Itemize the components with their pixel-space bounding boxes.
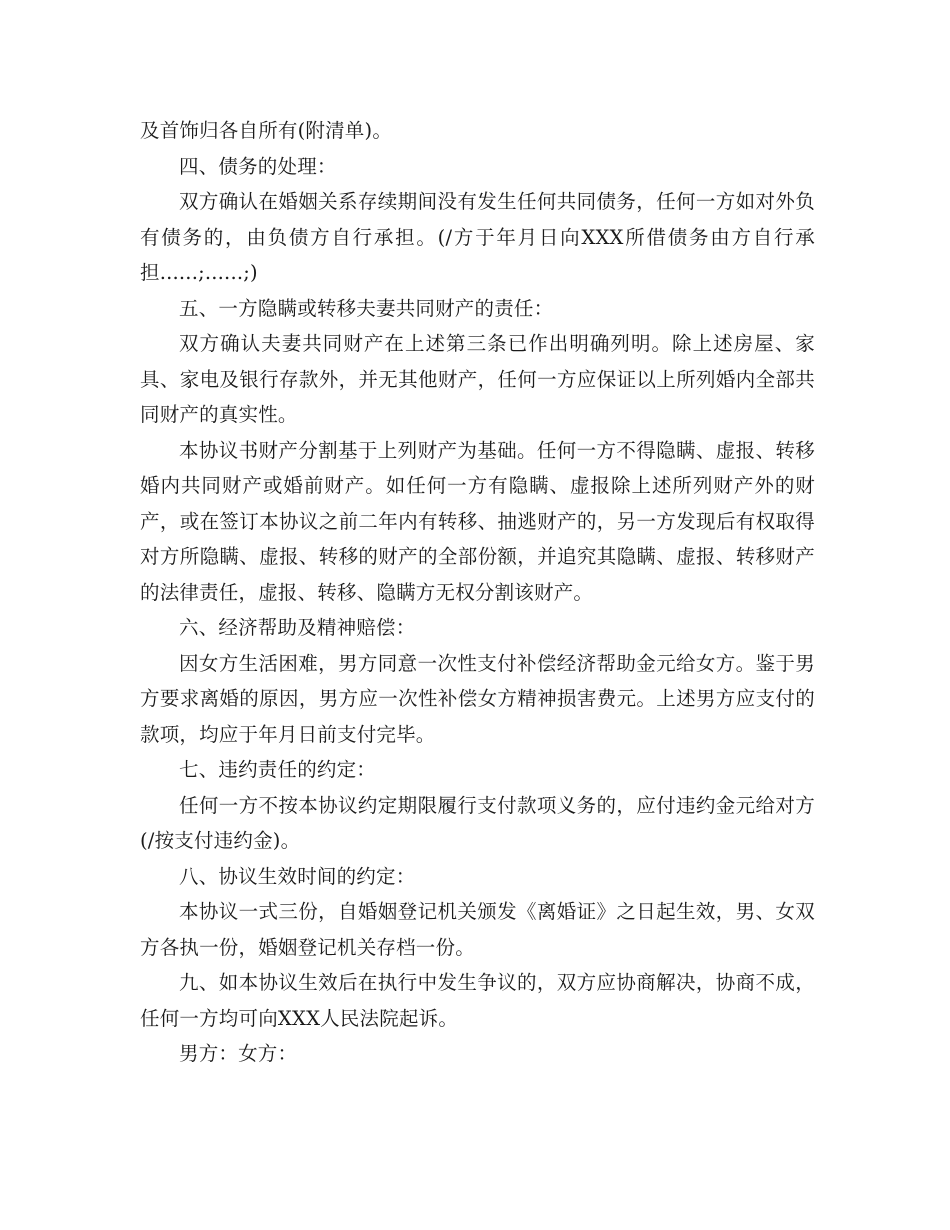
- paragraph-debt-handling: 双方确认在婚姻关系存续期间没有发生任何共同债务，任何一方如对外负有债务的，由负债方自行承担。(/方于年月日向XXX所借债务由方自行承担......;......;): [140, 190, 815, 284]
- paragraph-jewelry-ownership: 及首饰归各自所有(附清单)。: [140, 119, 393, 142]
- heading-economic-help: 六、经济帮助及精神赔偿：: [179, 616, 416, 639]
- heading-concealment-liability: 五、一方隐瞒或转移夫妻共同财产的责任：: [179, 296, 554, 320]
- paragraph-property-division: 本协议书财产分割基于上列财产为基础。任何一方不得隐瞒、虚报、转移婚内共同财产或婚前财产。如任何一方有隐瞒、虚报除上述所列财产外的财产，或在签订本协议之前二年内有转移、抽逃财产的，另一方发现后有权取得对方所隐瞒、虚报、转移的财产的全部份额，并追究其隐瞒、虚报、转移财产的法律责任，虚报、转移、隐瞒方无权分割该财产。: [140, 438, 815, 604]
- heading-debt-handling: 四、债务的处理：: [179, 154, 337, 178]
- paragraph-breach-liability: 任何一方不按本协议约定期限履行支付款项义务的，应付违约金元给对方(/按支付违约金)。: [140, 793, 815, 852]
- signature-line: 男方：女方：: [179, 1042, 298, 1065]
- paragraph-property-confirmation: 双方确认夫妻共同财产在上述第三条已作出明确列明。除上述房屋、家具、家电及银行存款外，并无其他财产，任何一方应保证以上所列婚内全部共同财产的真实性。: [140, 332, 815, 426]
- paragraph-economic-help: 因女方生活困难，男方同意一次性支付补偿经济帮助金元给女方。鉴于男方要求离婚的原因，男方应一次性补偿女方精神损害费元。上述男方应支付的款项，均应于年月日前支付完毕。: [140, 651, 815, 746]
- heading-effective-time: 八、协议生效时间的约定：: [179, 864, 416, 888]
- document-body: [140, 113, 815, 1072]
- paragraph-dispute-resolution: 九、如本协议生效后在执行中发生争议的，双方应协商解决，协商不成，任何一方均可向XXX人民法院起诉。: [140, 971, 815, 1030]
- paragraph-effective-time: 本协议一式三份，自婚姻登记机关颁发《离婚证》之日起生效，男、女双方各执一份，婚姻登记机关存档一份。: [140, 900, 815, 959]
- heading-breach-liability: 七、违约责任的约定：: [179, 758, 377, 781]
